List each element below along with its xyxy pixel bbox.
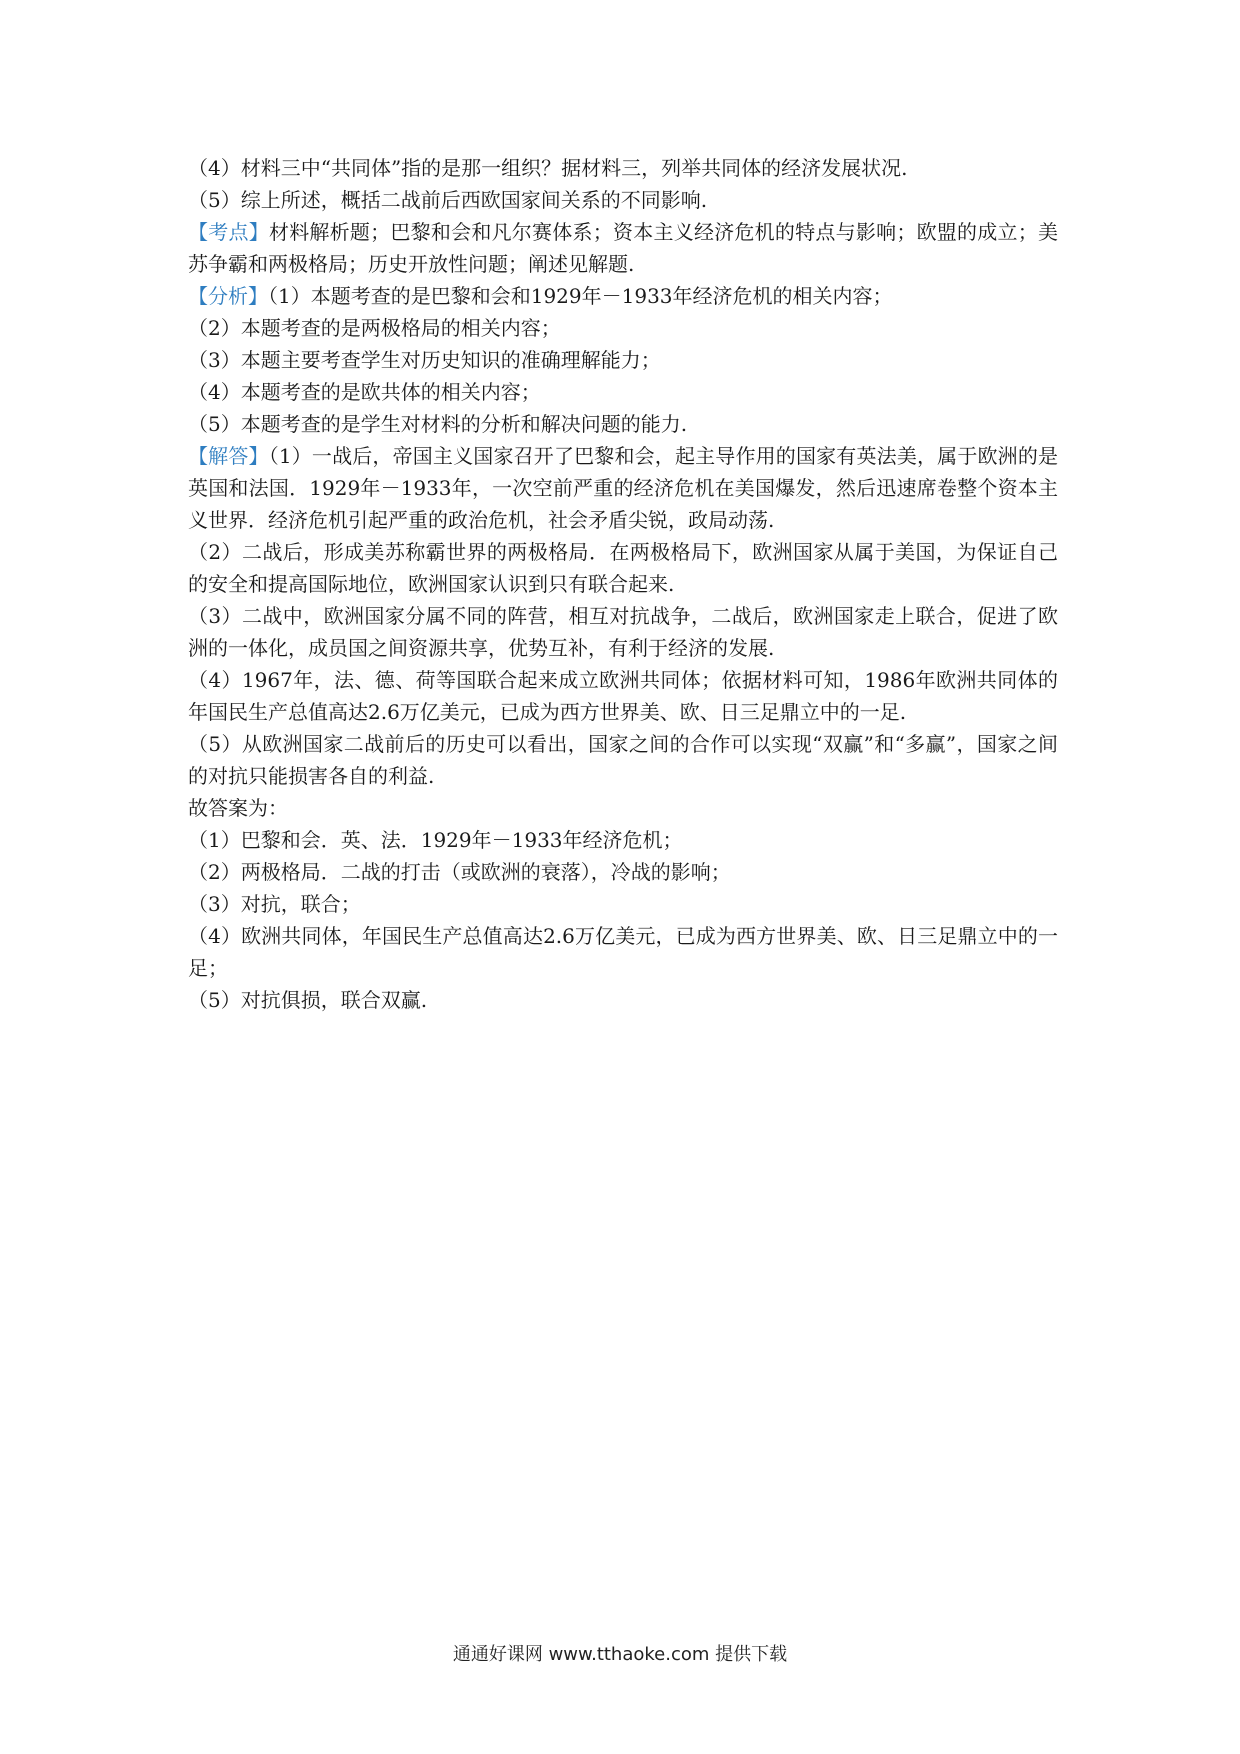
- page-footer: 通通好课网 www.tthaoke.com 提供下载: [452, 1644, 788, 1665]
- fenxi-item-3: （3）本题主要考查学生对历史知识的准确理解能力；: [188, 348, 661, 372]
- fenxi-label: 【分析】: [188, 284, 268, 308]
- document-body: [188, 152, 1058, 1016]
- kaodian-paragraph: [188, 216, 1058, 280]
- fenxi-item-4: （4）本题考查的是欧共体的相关内容；: [188, 380, 541, 404]
- kaodian-text: 材料解析题；巴黎和会和凡尔赛体系；资本主义经济危机的特点与影响；欧盟的成立；美苏争霸和两极格局；历史开放性问题；阐述见解题.: [188, 220, 1059, 276]
- kaodian-label: 【考点】: [188, 220, 269, 244]
- jieda-item-2: （2）二战后，形成美苏称霸世界的两极格局．在两极格局下，欧洲国家从属于美国，为保证自己的安全和提高国际地位，欧洲国家认识到只有联合起来.: [188, 540, 1058, 596]
- question-4: （4）材料三中“共同体”指的是那一组织？据材料三，列举共同体的经济发展状况.: [188, 156, 908, 180]
- question-5: （5）综上所述，概括二战前后西欧国家间关系的不同影响.: [188, 188, 708, 212]
- fenxi-item-5: （5）本题考查的是学生对材料的分析和解决问题的能力.: [188, 412, 688, 436]
- answer-item-2: （2）两极格局．二战的打击（或欧洲的衰落），冷战的影响；: [188, 860, 731, 884]
- answer-item-4: （4）欧洲共同体，年国民生产总值高达2.6万亿美元，已成为西方世界美、欧、日三足鼎立中的一足；: [188, 924, 1058, 980]
- fenxi-item-1: （1）本题考查的是巴黎和会和1929年－1933年经济危机的相关内容；: [268, 284, 893, 308]
- jieda-item-5: （5）从欧洲国家二战前后的历史可以看出，国家之间的合作可以实现“双赢”和“多赢”，国家之间的对抗只能损害各自的利益.: [188, 732, 1058, 788]
- jieda-item-3: （3）二战中，欧洲国家分属不同的阵营，相互对抗战争，二战后，欧洲国家走上联合，促进了欧洲的一体化，成员国之间资源共享，优势互补，有利于经济的发展.: [188, 604, 1058, 660]
- jieda-paragraph: [188, 440, 1058, 536]
- jieda-item-4: （4）1967年，法、德、荷等国联合起来成立欧洲共同体；依据材料可知，1986年欧洲共同体的年国民生产总值高达2.6万亿美元，已成为西方世界美、欧、日三足鼎立中的一足.: [188, 668, 1058, 724]
- answer-heading: 故答案为：: [188, 796, 288, 820]
- answer-item-3: （3）对抗，联合；: [188, 892, 361, 916]
- jieda-item-1: （1）一战后，帝国主义国家召开了巴黎和会，起主导作用的国家有英法美，属于欧洲的是英国和法国．1929年－1933年，一次空前严重的经济危机在美国爆发，然后迅速席卷整个资本主义世界．经济危机引起严重的政治危机，社会矛盾尖锐，政局动荡.: [188, 444, 1059, 532]
- fenxi-item-2: （2）本题考查的是两极格局的相关内容；: [188, 316, 561, 340]
- fenxi-paragraph: [188, 280, 1058, 312]
- answer-item-5: （5）对抗俱损，联合双赢.: [188, 988, 428, 1012]
- jieda-label: 【解答】: [188, 444, 269, 468]
- answer-item-1: （1）巴黎和会．英、法．1929年－1933年经济危机；: [188, 828, 683, 852]
